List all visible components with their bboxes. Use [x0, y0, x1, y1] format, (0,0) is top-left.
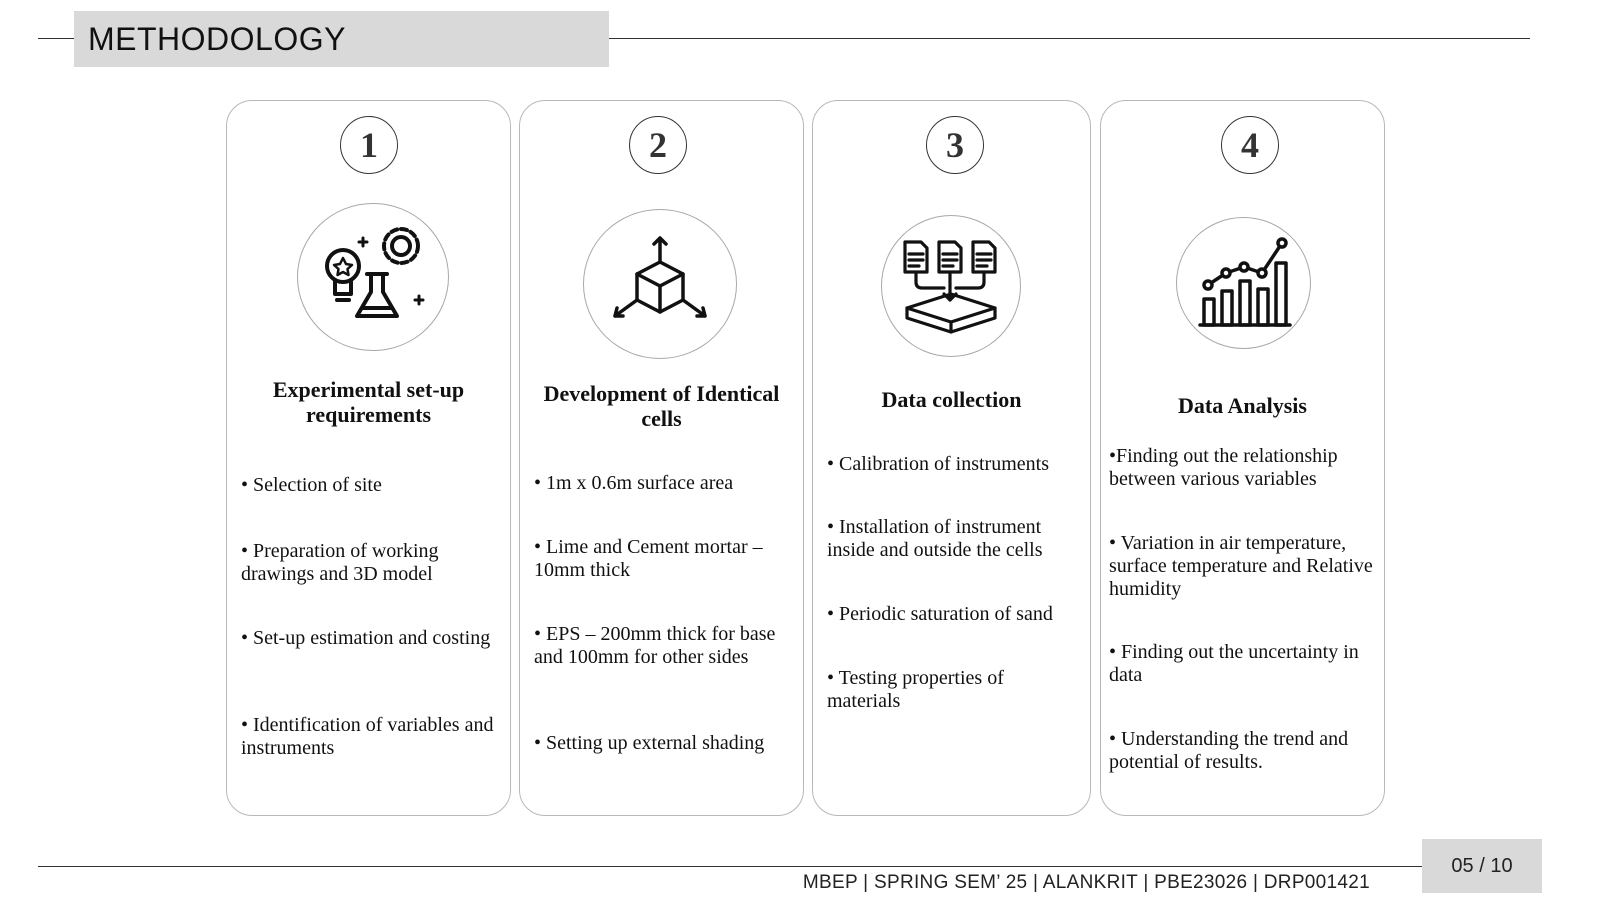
step-4-bullet-1: •Finding out the relationship between various variables	[1109, 445, 1338, 490]
step-1-bullet-4: • Identification of variables and instruments	[241, 714, 494, 759]
step-number-4: 4	[1221, 116, 1279, 174]
step-3-bullet-3: • Periodic saturation of sand	[827, 603, 1053, 625]
footer-text: MBEP | SPRING SEM’ 25 | ALANKRIT | PBE23026 | DRP001421	[802, 872, 1370, 893]
step-2-bullet-1: • 1m x 0.6m surface area	[534, 472, 734, 494]
step-4-bullet-3: • Finding out the uncertainty in data	[1109, 641, 1359, 686]
step-card-2	[519, 100, 804, 816]
step-2-bullet-2: • Lime and Cement mortar – 10mm thick	[534, 536, 763, 581]
step-1-bullet-2: • Preparation of working drawings and 3D model	[241, 540, 439, 585]
step-number-1: 1	[340, 116, 398, 174]
step-title-2: Development of Identical cells	[543, 381, 780, 431]
step-title-1: Experimental set-up requirements	[272, 377, 465, 427]
bar-line-chart-icon	[1176, 217, 1311, 349]
step-title-4: Data Analysis	[1178, 393, 1307, 418]
step-1-bullet-1: • Selection of site	[241, 474, 382, 496]
step-4-bullet-2: • Variation in air temperature, surface temperature and Relative humidity	[1109, 532, 1373, 600]
step-number-2: 2	[629, 116, 687, 174]
step-card-4	[1100, 100, 1385, 816]
step-3-bullet-1: • Calibration of instruments	[827, 453, 1049, 475]
step-number-3: 3	[926, 116, 984, 174]
step-3-bullet-2: • Installation of instrument inside and outside the cells	[827, 516, 1043, 561]
page-number: 05 / 10	[1422, 839, 1542, 893]
documents-into-box-icon	[881, 215, 1021, 357]
lightbulb-gear-flask-icon	[297, 203, 449, 351]
page-title: METHODOLOGY	[88, 21, 346, 57]
step-title-3: Data collection	[881, 387, 1022, 412]
step-card-1	[226, 100, 511, 816]
step-4-bullet-4: • Understanding the trend and potential of results.	[1109, 728, 1349, 773]
step-2-bullet-3: • EPS – 200mm thick for base and 100mm for other sides	[534, 623, 776, 668]
step-card-3	[812, 100, 1091, 816]
step-1-bullet-3: • Set-up estimation and costing	[241, 627, 491, 649]
title-box	[74, 11, 609, 67]
step-2-bullet-4: • Setting up external shading	[534, 732, 765, 754]
step-3-bullet-4: • Testing properties of materials	[827, 667, 1004, 712]
cube-arrows-icon	[583, 209, 737, 359]
footer-rule	[38, 866, 1530, 867]
